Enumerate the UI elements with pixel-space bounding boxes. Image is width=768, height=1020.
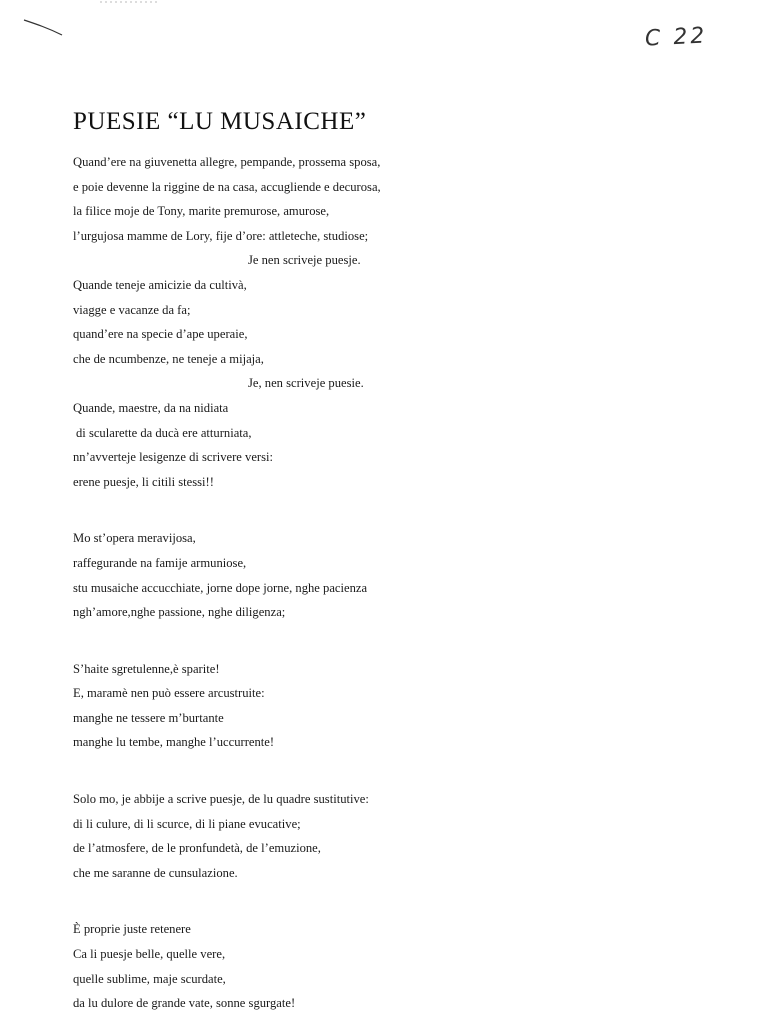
poem-line: stu musaiche accucchiate, jorne dope jorne, nghe pacienza <box>73 580 368 595</box>
stanza <box>73 154 693 498</box>
poem-line: che me saranne de cunsulazione. <box>73 865 238 880</box>
poem-line: manghe ne tessere m’burtante <box>73 710 224 725</box>
stanza <box>73 921 693 1019</box>
poem-line: la filice moje de Tony, marite premurose, amurose, <box>73 204 330 219</box>
refrain-line: Je, nen scriveje puesie. <box>248 376 364 391</box>
stanza <box>73 791 693 889</box>
handwritten-code: C 22 <box>644 23 708 52</box>
poem-line: S’haite sgretulenne,è sparite! <box>73 661 220 676</box>
poem-line: quand’ere na specie d’ape uperaie, <box>73 327 248 342</box>
poem-body <box>73 154 693 1020</box>
poem-line: Ca li puesje belle, quelle vere, <box>73 947 226 962</box>
poem-line: l’urgujosa mamme de Lory, fije d’ore: attleteche, studiose; <box>73 228 369 243</box>
poem-line: di li culure, di li scurce, di li piane evucative; <box>73 816 301 831</box>
scan-artifact <box>100 0 180 6</box>
poem-line: manghe lu tembe, manghe l’uccurrente! <box>73 735 275 750</box>
poem-line: Solo mo, je abbije a scrive puesje, de lu quadre sustitutive: <box>73 792 369 807</box>
poem-line: ngh’amore,nghe passione, nghe diligenza; <box>73 605 286 620</box>
poem-line: che de ncumbenze, ne teneje a mijaja, <box>73 351 264 366</box>
poem-line: quelle sublime, maje scurdate, <box>73 971 226 986</box>
poem-line: Quande, maestre, da na nidiata <box>73 400 229 415</box>
poem-line: Mo st’opera meravijosa, <box>73 531 196 546</box>
poem-title: PUESIE “LU MUSAICHE” <box>73 108 367 135</box>
poem-line: E, maramè nen può essere arcustruite: <box>73 686 265 701</box>
poem-line: de l’atmosfere, de le pronfundetà, de l’emuzione, <box>73 841 321 856</box>
poem-line: da lu dulore de grande vate, sonne sgurgate! <box>73 996 296 1011</box>
poem-line: raffegurande na famije armuniose, <box>73 555 247 570</box>
refrain-line: Je nen scriveje puesje. <box>248 253 361 268</box>
poem-line: Quande teneje amicizie da cultivà, <box>73 277 247 292</box>
poem-line: di scularette da ducà ere atturniata, <box>76 425 252 440</box>
poem-line: nn’avverteje lesigenze di scrivere versi: <box>73 450 274 465</box>
stanza <box>73 530 693 628</box>
poem-line: viagge e vacanze da fa; <box>73 302 191 317</box>
pen-stroke-mark <box>22 16 66 38</box>
stanza <box>73 661 693 759</box>
poem-line: È proprie juste retenere <box>73 922 191 937</box>
poem-line: e poie devenne la riggine de na casa, accugliende e decurosa, <box>73 179 381 194</box>
poem-line: erene puesje, li citili stessi!! <box>73 474 214 489</box>
poem-line: Quand’ere na giuvenetta allegre, pempande, prossema sposa, <box>73 155 381 169</box>
